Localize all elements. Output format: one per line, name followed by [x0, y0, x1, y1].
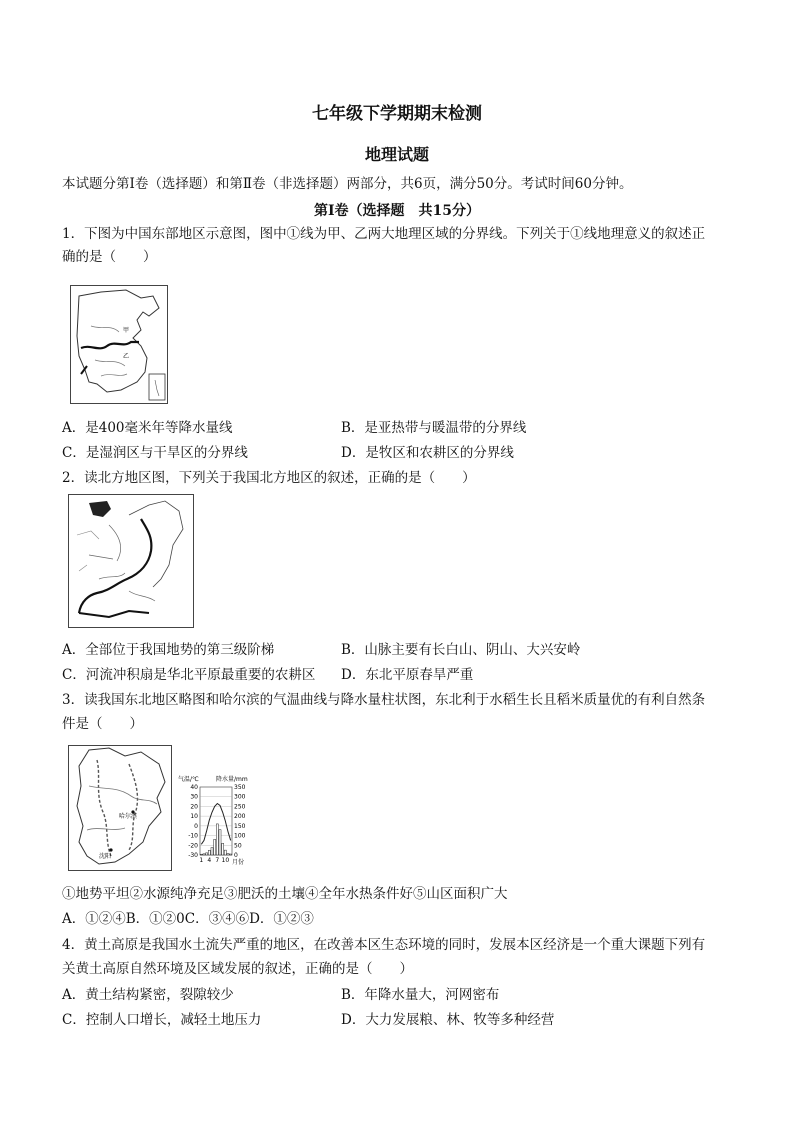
chart-gridlines	[200, 787, 232, 855]
section-heading: 第Ⅰ卷（选择题 共15分）	[313, 203, 481, 219]
page-subtitle: 地理试题	[364, 145, 429, 164]
chart-xlabel: 月份	[232, 859, 245, 866]
q1-stem-line2: 确的是（ ）	[62, 249, 157, 265]
chart-precip-bar	[208, 850, 210, 855]
exam-intro: 本试题分第Ⅰ卷（选择题）和第Ⅱ卷（非选择题）两部分，共6页，满分50分。考试时间60分钟。	[62, 176, 633, 192]
chart-precip-bar	[206, 853, 208, 855]
chart-right-tick-label: 50	[234, 842, 242, 850]
q1-stem-line1: 1．下图为中国东部地区示意图，图中①线为甲、乙两大地理区域的分界线。下列关于①线地理意义的叙述正	[62, 226, 706, 242]
q3-map-label-harbin: 哈尔滨	[119, 813, 138, 820]
q4-stem-line1: 4．黄土高原是我国水土流失严重的地区，在改善本区生态环境的同时，发展本区经济是一个重大课题下列有	[62, 937, 706, 953]
chart-left-tick-label: 30	[190, 793, 198, 801]
chart-x-tick-label: 10	[221, 857, 230, 864]
chart-left-tick-label: 20	[190, 803, 198, 811]
chart-x-ticks	[199, 857, 229, 864]
chart-precip-bar	[203, 854, 205, 855]
q4-option-b[interactable]: B．年降水量大，河网密布	[341, 987, 500, 1003]
q4-option-a[interactable]: A．黄土结构紧密，裂隙较少	[62, 987, 234, 1003]
q3-stem-line1: 3．读我国东北地区略图和哈尔滨的气温曲线与降水量柱状图，东北利于水稻生长且稻米质量优的有利自然条	[62, 692, 706, 708]
chart-left-tick-label: 10	[190, 813, 198, 821]
q2-option-d[interactable]: D．东北平原春旱严重	[341, 667, 474, 683]
chart-right-tick-label: 200	[234, 813, 246, 821]
chart-right-tick-label: 250	[234, 803, 246, 811]
q2-option-b[interactable]: B．山脉主要有长白山、阴山、大兴安岭	[341, 642, 581, 658]
chart-x-tick-label: 7	[215, 857, 220, 864]
chart-precip-bar	[222, 843, 224, 855]
chart-precip-bar	[216, 824, 218, 855]
chart-right-tick-label: 100	[234, 832, 246, 840]
chart-left-tick-label: 40	[190, 784, 198, 791]
q3-options[interactable]: A．①②④B．①②0C．③④⑥D．①②③	[62, 911, 314, 927]
chart-x-tick-label: 4	[207, 857, 212, 864]
q1-map-label-yi: 乙	[123, 353, 130, 360]
q2-option-c[interactable]: C．河流冲积扇是华北平原最重要的农耕区	[62, 667, 316, 683]
chart-precip-bar	[219, 830, 221, 855]
chart-right-ticks	[234, 784, 246, 859]
q3-climate-chart	[176, 775, 256, 871]
chart-right-tick-label: 300	[234, 793, 246, 801]
q4-option-d[interactable]: D．大力发展粮、林、牧等多种经营	[341, 1012, 555, 1028]
q4-option-c[interactable]: C．控制人口增长，减轻土地压力	[62, 1012, 262, 1028]
chart-right-tick-label: 0	[234, 852, 238, 859]
q2-north-china-map	[68, 494, 194, 628]
chart-left-tick-label: -30	[188, 852, 198, 859]
q1-option-d[interactable]: D．是牧区和农耕区的分界线	[341, 445, 514, 461]
chart-right-tick-label: 150	[234, 822, 246, 830]
chart-precip-bar	[211, 848, 213, 855]
q3-conditions: ①地势平坦②水源纯净充足③肥沃的土壤④全年水热条件好⑤山区面积广大	[62, 886, 508, 902]
q4-stem-line2: 关黄土高原自然环境及区域发展的叙述，正确的是（ ）	[62, 961, 413, 977]
chart-precip-bar	[214, 839, 216, 855]
chart-precip-bar	[224, 850, 226, 855]
chart-ylabel-left: 气温/℃	[178, 776, 199, 783]
chart-precip-bar	[230, 854, 232, 855]
chart-precip-bar	[227, 853, 229, 855]
q1-option-b[interactable]: B．是亚热带与暖温带的分界线	[341, 420, 527, 436]
q1-option-a[interactable]: A．是400毫米年等降水量线	[62, 420, 233, 436]
chart-right-tick-label: 350	[234, 784, 246, 791]
q2-stem: 2．读北方地区图，下列关于我国北方地区的叙述，正确的是（ ）	[62, 470, 476, 486]
chart-left-tick-label: 0	[194, 822, 198, 830]
chart-plot-frame	[200, 787, 232, 855]
chart-precip-bar	[200, 854, 202, 855]
q3-stem-line2: 件是（ ）	[62, 716, 143, 732]
q1-map-label-jia: 甲	[123, 327, 130, 334]
q1-east-china-map	[70, 285, 168, 404]
chart-left-ticks	[188, 784, 198, 859]
chart-temperature-line	[201, 804, 230, 845]
q2-option-a[interactable]: A．全部位于我国地势的第三级阶梯	[62, 642, 275, 658]
page-title: 七年级下学期期末检测	[312, 104, 482, 124]
q3-northeast-map	[68, 745, 172, 871]
q1-option-c[interactable]: C．是湿润区与干旱区的分界线	[62, 445, 248, 461]
chart-x-tick-label: 1	[199, 857, 204, 864]
q3-map-label-shenyang: 沈阳	[99, 853, 112, 860]
chart-ylabel-right: 降水量/mm	[216, 776, 248, 783]
chart-left-tick-label: -20	[188, 842, 198, 850]
chart-left-tick-label: -10	[188, 832, 198, 840]
